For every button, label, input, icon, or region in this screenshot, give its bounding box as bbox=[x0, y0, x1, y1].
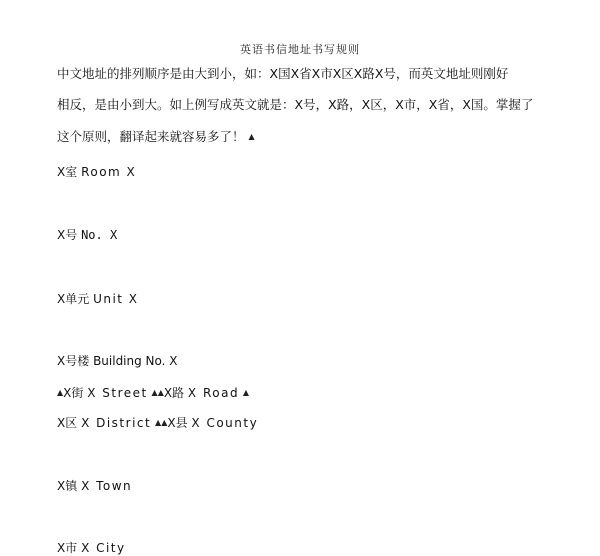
entry-zh: X街 bbox=[63, 386, 84, 400]
entry-zh: X镇 bbox=[57, 479, 78, 493]
entry-zh: X室 bbox=[57, 165, 78, 179]
entry-en: Room X bbox=[81, 165, 137, 179]
entry-zh: X号 bbox=[57, 228, 78, 242]
entry-room bbox=[57, 163, 136, 180]
intro-paragraph-line-1: 中文地址的排列顺序是由大到小，如：X国X省X市X区X路X号，而英文地址则刚好 bbox=[57, 66, 509, 81]
triangle-icon: ▲ bbox=[155, 418, 162, 427]
entry-district-county bbox=[57, 414, 258, 431]
entry-zh: X县 bbox=[167, 416, 188, 430]
entry-en: Unit X bbox=[93, 292, 139, 306]
intro-paragraph-line-2: 相反，是由小到大。如上例写成英文就是：X号，X路，X区，X市，X省，X国。掌握了 bbox=[57, 97, 534, 112]
entry-en: Building No. X bbox=[93, 354, 178, 368]
entry-en: X Street bbox=[87, 386, 148, 400]
entry-en: X District bbox=[81, 416, 152, 430]
triangle-icon: ▲ bbox=[57, 388, 64, 397]
triangle-icon: ▲ bbox=[157, 388, 164, 397]
entry-number bbox=[57, 226, 117, 243]
triangle-icon: ▲ bbox=[161, 418, 168, 427]
entry-en: No. X bbox=[81, 228, 118, 242]
entry-zh: X市 bbox=[57, 541, 78, 555]
entry-building bbox=[57, 352, 178, 369]
entry-en: X County bbox=[191, 416, 259, 430]
intro-paragraph-line-3-text: 这个原则，翻译起来就容易多了！ bbox=[57, 129, 245, 144]
entry-en: X Road bbox=[187, 386, 240, 400]
entry-en: X Town bbox=[81, 479, 133, 493]
document-title: 英语书信地址书写规则 bbox=[240, 43, 360, 56]
entry-zh: X区 bbox=[57, 416, 78, 430]
entry-street-road bbox=[57, 384, 249, 401]
triangle-icon: ▲ bbox=[248, 132, 255, 141]
entry-zh: X号楼 bbox=[57, 354, 90, 368]
triangle-icon: ▲ bbox=[151, 388, 158, 397]
entry-zh: X单元 bbox=[57, 292, 90, 306]
entry-city bbox=[57, 539, 126, 556]
entry-en: X City bbox=[81, 541, 126, 555]
entry-unit bbox=[57, 290, 139, 307]
triangle-icon: ▲ bbox=[242, 388, 250, 397]
intro-paragraph-line-3 bbox=[57, 130, 255, 144]
entry-zh: X路 bbox=[163, 386, 185, 400]
entry-town bbox=[57, 477, 132, 494]
